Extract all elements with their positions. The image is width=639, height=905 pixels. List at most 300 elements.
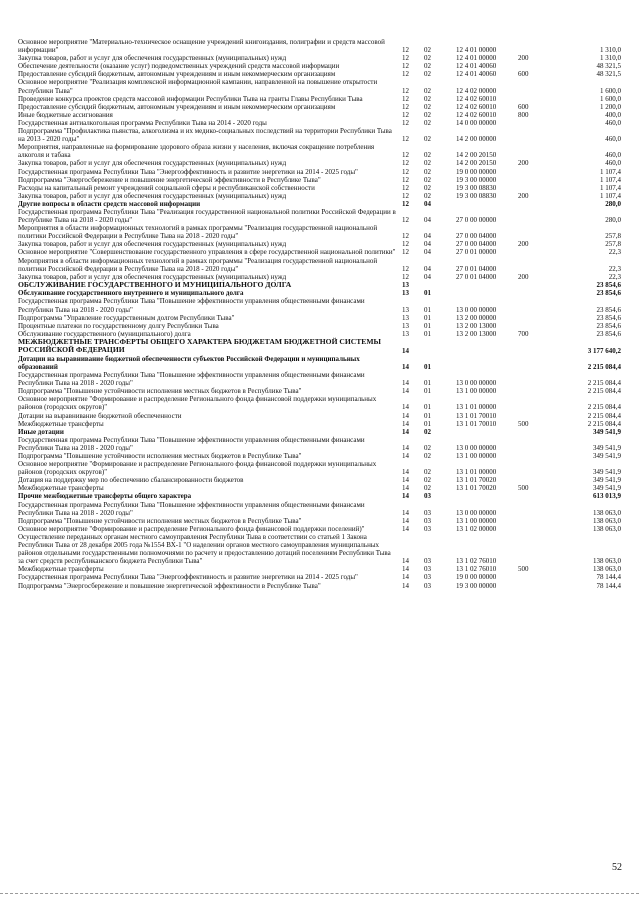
row-name-cell: Закупка товаров, работ и услуг для обеспечения государственных (муниципальных) нужд xyxy=(18,272,287,281)
section-code-cell: 14 xyxy=(402,581,409,590)
amount-cell: 1 107,4 xyxy=(600,167,621,176)
budget-table xyxy=(18,38,621,590)
table-row xyxy=(18,78,621,94)
section-code-cell: 14 xyxy=(402,524,409,533)
target-article-cell: 12 4 02 60010 xyxy=(456,102,497,111)
amount-cell: 349 541,9 xyxy=(593,468,621,477)
target-article-cell: 27 0 00 04000 xyxy=(456,240,497,249)
table-row xyxy=(18,420,621,428)
target-article-cell: 13 2 00 00000 xyxy=(456,313,497,322)
page-number: 52 xyxy=(612,862,622,873)
table-row xyxy=(18,412,621,420)
subsection-code-cell: 03 xyxy=(424,581,431,590)
table-row xyxy=(18,314,621,322)
amount-cell: 78 144,4 xyxy=(596,581,621,590)
section-code-cell: 14 xyxy=(402,346,409,355)
section-code-cell: 14 xyxy=(402,403,409,412)
subsection-code-cell: 02 xyxy=(424,468,431,477)
target-article-cell: 13 1 00 00000 xyxy=(456,387,497,396)
section-code-cell: 12 xyxy=(402,232,409,241)
row-name-cell: Подпрограмма "Профилактика пьянства, алкоголизма и их медико-социальных последствий на территории Республики Тыва на 2013 - 2020 годы" xyxy=(18,127,392,144)
row-name-cell: Основное мероприятие "Формирование и распределение Регионального фонда финансовой поддержки поселений)" xyxy=(18,524,365,533)
table-row xyxy=(18,111,621,119)
section-code-cell: 14 xyxy=(402,362,409,371)
subsection-code-cell: 04 xyxy=(424,272,431,281)
amount-cell: 460,0 xyxy=(605,135,621,144)
amount-cell: 2 215 084,4 xyxy=(587,419,621,428)
amount-cell: 1 107,4 xyxy=(600,175,621,184)
table-row xyxy=(18,573,621,581)
subsection-code-cell: 02 xyxy=(424,54,431,63)
section-code-cell: 12 xyxy=(402,248,409,257)
row-name-cell: Мероприятия в области информационных технологий в рамках программы "Реализация государственной национальной политики Российской Федерации в Республике Тыва на 2018 - 2020 годы" xyxy=(18,256,378,273)
table-row xyxy=(18,387,621,395)
amount-cell: 1 310,0 xyxy=(600,54,621,63)
subsection-code-cell: 04 xyxy=(424,248,431,257)
table-row xyxy=(18,517,621,525)
amount-cell: 138 063,0 xyxy=(593,565,621,574)
subsection-code-cell: 01 xyxy=(424,289,431,298)
amount-cell: 23 854,6 xyxy=(596,305,621,314)
amount-cell: 1 107,4 xyxy=(600,183,621,192)
target-article-cell: 12 4 01 40060 xyxy=(456,70,497,79)
table-row xyxy=(18,119,621,127)
section-code-cell: 14 xyxy=(402,419,409,428)
table-row xyxy=(18,184,621,192)
bottom-divider xyxy=(0,893,639,895)
subsection-code-cell: 02 xyxy=(424,484,431,493)
amount-cell: 138 063,0 xyxy=(593,557,621,566)
section-code-cell: 14 xyxy=(402,516,409,525)
table-row xyxy=(18,501,621,517)
row-name-cell: Обеспечение деятельности (оказание услуг) подведомственных учреждений средств массовой информации xyxy=(18,62,340,71)
subsection-code-cell: 02 xyxy=(424,70,431,79)
row-name-cell: Государственная программа Республики Тыва "Реализация государственной национальной политики Российской Федерации в Республике Тыва на 2018 - 2020 годы" xyxy=(18,207,396,225)
section-code-cell: 14 xyxy=(402,411,409,420)
target-article-cell: 14 2 00 00000 xyxy=(456,135,497,144)
target-article-cell: 12 4 02 60010 xyxy=(456,94,497,103)
amount-cell: 23 854,6 xyxy=(596,281,621,290)
target-article-cell: 12 4 01 40060 xyxy=(456,62,497,71)
row-name-cell: Подпрограмма "Энергосбережение и повышение энергетической эффективности в Республике Тыва" xyxy=(18,175,321,184)
amount-cell: 138 063,0 xyxy=(593,516,621,525)
table-row xyxy=(18,192,621,200)
subsection-code-cell: 03 xyxy=(424,557,431,566)
section-code-cell: 12 xyxy=(402,135,409,144)
row-name-cell: Государственная программа Республики Тыва "Повышение эффективности управления общественными финансами Республики Тыва на 2018 - 2020 годы" xyxy=(18,371,365,388)
table-row xyxy=(18,289,621,297)
subsection-code-cell: 01 xyxy=(424,305,431,314)
section-code-cell: 12 xyxy=(402,151,409,160)
expense-type-cell: 200 xyxy=(518,272,529,281)
target-article-cell: 19 0 00 00000 xyxy=(456,573,497,582)
subsection-code-cell: 03 xyxy=(424,524,431,533)
subsection-code-cell: 01 xyxy=(424,362,431,371)
row-name-cell: Иные бюджетные ассигнования xyxy=(18,110,113,119)
subsection-code-cell: 02 xyxy=(424,476,431,485)
target-article-cell: 19 3 00 08830 xyxy=(456,183,497,192)
table-row xyxy=(18,355,621,371)
amount-cell: 48 321,5 xyxy=(596,62,621,71)
amount-cell: 22,3 xyxy=(608,248,621,257)
amount-cell: 2 215 084,4 xyxy=(587,379,621,388)
row-name-cell: Расходы на капитальный ремонт учреждений социальной сферы и республиканской собственности xyxy=(18,183,315,192)
amount-cell: 23 854,6 xyxy=(596,329,621,338)
amount-cell: 460,0 xyxy=(605,151,621,160)
target-article-cell: 27 0 00 00000 xyxy=(456,216,497,225)
section-code-cell: 12 xyxy=(402,216,409,225)
table-row xyxy=(18,281,621,290)
target-article-cell: 13 1 00 00000 xyxy=(456,516,497,525)
amount-cell: 2 215 084,4 xyxy=(587,411,621,420)
section-code-cell: 14 xyxy=(402,443,409,452)
subsection-code-cell: 01 xyxy=(424,321,431,330)
row-name-cell: Подпрограмма "Повышение устойчивости исполнения местных бюджетов в Республике Тыва" xyxy=(18,387,302,396)
target-article-cell: 13 1 01 70010 xyxy=(456,419,497,428)
expense-type-cell: 500 xyxy=(518,419,529,428)
table-row xyxy=(18,62,621,70)
target-article-cell: 13 0 00 00000 xyxy=(456,305,497,314)
row-name-cell: Подпрограмма "Управление государственным долгом Республики Тыва" xyxy=(18,313,235,322)
row-name-cell: Межбюджетные трансферты xyxy=(18,484,104,493)
subsection-code-cell: 04 xyxy=(424,199,431,208)
section-code-cell: 14 xyxy=(402,484,409,493)
amount-cell: 257,8 xyxy=(605,240,621,249)
subsection-code-cell: 02 xyxy=(424,452,431,460)
section-code-cell: 12 xyxy=(402,183,409,192)
section-code-cell: 12 xyxy=(402,94,409,103)
section-code-cell: 14 xyxy=(402,492,409,501)
section-code-cell: 14 xyxy=(402,508,409,517)
amount-cell: 1 107,4 xyxy=(600,191,621,200)
section-code-cell: 14 xyxy=(402,379,409,388)
table-row xyxy=(18,492,621,500)
amount-cell: 257,8 xyxy=(605,232,621,241)
row-name-cell: Основное мероприятие "Материально-техническое оснащение учреждений книгоиздания, полиграфии и средств массовой информации" xyxy=(18,38,385,55)
section-code-cell: 14 xyxy=(402,452,409,460)
expense-type-cell: 500 xyxy=(518,484,529,493)
section-code-cell: 12 xyxy=(402,264,409,273)
table-row xyxy=(18,484,621,492)
section-code-cell: 12 xyxy=(402,62,409,71)
expense-type-cell: 200 xyxy=(518,159,529,168)
subsection-code-cell: 01 xyxy=(424,329,431,338)
section-code-cell: 14 xyxy=(402,387,409,396)
table-row xyxy=(18,200,621,208)
expense-type-cell: 200 xyxy=(518,240,529,249)
amount-cell: 23 854,6 xyxy=(596,313,621,322)
row-name-cell: Предоставление субсидий бюджетным, автономным учреждениям и иным некоммерческим организациям xyxy=(18,102,336,111)
target-article-cell: 13 0 00 00000 xyxy=(456,443,497,452)
target-article-cell: 14 2 00 20150 xyxy=(456,151,497,160)
target-article-cell: 12 4 02 00000 xyxy=(456,86,497,95)
subsection-code-cell: 01 xyxy=(424,379,431,388)
amount-cell: 78 144,4 xyxy=(596,573,621,582)
amount-cell: 460,0 xyxy=(605,159,621,168)
amount-cell: 349 541,9 xyxy=(593,484,621,493)
table-row xyxy=(18,103,621,111)
subsection-code-cell: 02 xyxy=(424,151,431,160)
row-name-cell: Обслуживание государственного внутреннего и муниципального долга xyxy=(18,289,244,298)
row-name-cell: Государственная программа Республики Тыва "Повышение эффективности управления общественными финансами Республики Тыва на 2018 - 2020 годы" xyxy=(18,297,365,314)
subsection-code-cell: 02 xyxy=(424,183,431,192)
subsection-code-cell: 02 xyxy=(424,427,431,436)
subsection-code-cell: 03 xyxy=(424,508,431,517)
amount-cell: 280,0 xyxy=(605,199,621,208)
subsection-code-cell: 01 xyxy=(424,411,431,420)
amount-cell: 2 215 084,4 xyxy=(587,362,621,371)
section-code-cell: 13 xyxy=(402,305,409,314)
table-row xyxy=(18,525,621,533)
target-article-cell: 13 1 01 00000 xyxy=(456,403,497,412)
amount-cell: 613 013,9 xyxy=(593,492,621,501)
row-name-cell: Государственная программа Республики Тыва "Повышение эффективности управления общественными финансами Республики Тыва на 2018 - 2020 годы" xyxy=(18,435,365,452)
target-article-cell: 13 0 00 00000 xyxy=(456,379,497,388)
table-row xyxy=(18,208,621,224)
amount-cell: 3 177 640,2 xyxy=(587,346,621,355)
row-name-cell: Государственная программа Республики Тыва "Энергоэффективность и развитие энергетики на 2014 - 2025 годы" xyxy=(18,573,358,582)
section-code-cell: 13 xyxy=(402,329,409,338)
amount-cell: 138 063,0 xyxy=(593,508,621,517)
row-name-cell: Прочие межбюджетные трансферты общего характера xyxy=(18,492,192,501)
row-name-cell: Дотации на выравнивание бюджетной обеспеченности xyxy=(18,411,182,420)
section-code-cell: 12 xyxy=(402,199,409,208)
row-name-cell: Государственная программа Республики Тыва "Повышение эффективности управления общественными финансами Республики Тыва на 2018 - 2020 годы" xyxy=(18,500,365,517)
amount-cell: 400,0 xyxy=(605,110,621,119)
table-row xyxy=(18,371,621,387)
amount-cell: 23 854,6 xyxy=(596,289,621,298)
subsection-code-cell: 02 xyxy=(424,118,431,127)
amount-cell: 460,0 xyxy=(605,118,621,127)
row-name-cell: Мероприятия в области информационных технологий в рамках программы "Реализация государственной национальной политики Российской Федерации в Республике Тыва на 2018 - 2020 годы" xyxy=(18,224,378,241)
subsection-code-cell: 02 xyxy=(424,102,431,111)
row-name-cell: Основное мероприятие "Реализация комплексной информационной кампании, направленной на повышение открытости Республики Тыва" xyxy=(18,78,378,95)
subsection-code-cell: 02 xyxy=(424,191,431,200)
amount-cell: 1 600,0 xyxy=(600,86,621,95)
row-name-cell: Основное мероприятие "Совершенствование государственного управления в сфере государственной национальной политики" xyxy=(18,248,396,257)
target-article-cell: 13 1 02 76010 xyxy=(456,557,497,566)
subsection-code-cell: 02 xyxy=(424,175,431,184)
table-row xyxy=(18,582,621,590)
expense-type-cell: 700 xyxy=(518,329,529,338)
table-row xyxy=(18,224,621,240)
section-code-cell: 14 xyxy=(402,427,409,436)
table-row xyxy=(18,95,621,103)
subsection-code-cell: 03 xyxy=(424,573,431,582)
table-row xyxy=(18,476,621,484)
table-row xyxy=(18,54,621,62)
row-name-cell: Подпрограмма "Энергосбережение и повышение энергетической эффективности в Республике Тыва" xyxy=(18,581,321,590)
target-article-cell: 27 0 00 04000 xyxy=(456,232,497,241)
subsection-code-cell: 01 xyxy=(424,419,431,428)
table-row xyxy=(18,322,621,330)
row-name-cell: Другие вопросы в области средств массовой информации xyxy=(18,199,201,208)
expense-type-cell: 800 xyxy=(518,110,529,119)
table-row xyxy=(18,452,621,460)
target-article-cell: 13 2 00 13000 xyxy=(456,321,497,330)
target-article-cell: 12 4 01 00000 xyxy=(456,46,497,55)
target-article-cell: 27 0 01 04000 xyxy=(456,272,497,281)
row-name-cell: Подпрограмма "Повышение устойчивости исполнения местных бюджетов в Республике Тыва" xyxy=(18,452,302,460)
subsection-code-cell: 01 xyxy=(424,387,431,396)
row-name-cell: МЕЖБЮДЖЕТНЫЕ ТРАНСФЕРТЫ ОБЩЕГО ХАРАКТЕРА БЮДЖЕТАМ БЮДЖЕТНОЙ СИСТЕМЫ РОССИЙСКОЙ ФЕДЕРАЦИИ xyxy=(18,336,381,355)
table-row xyxy=(18,248,621,256)
row-name-cell: Обслуживание государственного (муниципального) долга xyxy=(18,329,191,338)
amount-cell: 48 321,5 xyxy=(596,70,621,79)
subsection-code-cell: 02 xyxy=(424,86,431,95)
target-article-cell: 12 4 02 60010 xyxy=(456,110,497,119)
expense-type-cell: 600 xyxy=(518,102,529,111)
section-code-cell: 12 xyxy=(402,272,409,281)
table-row xyxy=(18,70,621,78)
row-name-cell: Основное мероприятие "Формирование и распределение Регионального фонда финансовой поддержки муниципальных районов (городских округов)" xyxy=(18,395,377,412)
row-name-cell: ОБСЛУЖИВАНИЕ ГОСУДАРСТВЕННОГО И МУНИЦИПАЛЬНОГО ДОЛГА xyxy=(18,279,292,289)
subsection-code-cell: 02 xyxy=(424,159,431,168)
subsection-code-cell: 02 xyxy=(424,94,431,103)
table-row xyxy=(18,565,621,573)
row-name-cell: Межбюджетные трансферты xyxy=(18,565,104,574)
row-name-cell: Государственная программа Республики Тыва "Энергоэффективность и развитие энергетики на 2014 - 2025 годы" xyxy=(18,167,358,176)
section-code-cell: 12 xyxy=(402,175,409,184)
target-article-cell: 19 0 00 00000 xyxy=(456,167,497,176)
section-code-cell: 12 xyxy=(402,86,409,95)
table-row xyxy=(18,395,621,411)
section-code-cell: 14 xyxy=(402,557,409,566)
target-article-cell: 14 0 00 00000 xyxy=(456,118,497,127)
row-name-cell: Процентные платежи по государственному долгу Республики Тыва xyxy=(18,321,219,330)
section-code-cell: 12 xyxy=(402,167,409,176)
section-code-cell: 12 xyxy=(402,110,409,119)
target-article-cell: 13 1 02 76010 xyxy=(456,565,497,574)
section-code-cell: 12 xyxy=(402,54,409,63)
amount-cell: 349 541,9 xyxy=(593,476,621,485)
target-article-cell: 19 3 00 00000 xyxy=(456,175,497,184)
amount-cell: 138 063,0 xyxy=(593,524,621,533)
table-row xyxy=(18,127,621,143)
row-name-cell: Закупка товаров, работ и услуг для обеспечения государственных (муниципальных) нужд xyxy=(18,191,287,200)
section-code-cell: 12 xyxy=(402,118,409,127)
section-code-cell: 12 xyxy=(402,102,409,111)
expense-type-cell: 200 xyxy=(518,54,529,63)
target-article-cell: 13 1 00 00000 xyxy=(456,452,497,460)
section-code-cell: 13 xyxy=(402,321,409,330)
row-name-cell: Проведение конкурса проектов средств массовой информации Республики Тыва на гранты Главы Республики Тыва xyxy=(18,94,363,103)
amount-cell: 1 600,0 xyxy=(600,94,621,103)
target-article-cell: 13 1 01 70020 xyxy=(456,484,497,493)
row-name-cell: Дотации на выравнивание бюджетной обеспеченности субъектов Российской Федерации и муниципальных образований xyxy=(18,354,360,371)
table-row xyxy=(18,176,621,184)
table-row xyxy=(18,428,621,436)
table-row xyxy=(18,533,621,565)
row-name-cell: Дотация на поддержку мер по обеспечению сбалансированности бюджетов xyxy=(18,476,244,485)
table-row xyxy=(18,460,621,476)
subsection-code-cell: 03 xyxy=(424,565,431,574)
section-code-cell: 13 xyxy=(402,289,409,298)
target-article-cell: 13 0 00 00000 xyxy=(456,508,497,517)
subsection-code-cell: 02 xyxy=(424,167,431,176)
subsection-code-cell: 04 xyxy=(424,240,431,249)
target-article-cell: 27 0 01 00000 xyxy=(456,248,497,257)
table-row xyxy=(18,168,621,176)
section-code-cell: 12 xyxy=(402,159,409,168)
row-name-cell: Подпрограмма "Повышение устойчивости исполнения местных бюджетов в Республике Тыва" xyxy=(18,516,302,525)
amount-cell: 349 541,9 xyxy=(593,443,621,452)
subsection-code-cell: 02 xyxy=(424,46,431,55)
expense-type-cell: 500 xyxy=(518,565,529,574)
section-code-cell: 12 xyxy=(402,70,409,79)
section-code-cell: 14 xyxy=(402,573,409,582)
subsection-code-cell: 02 xyxy=(424,62,431,71)
amount-cell: 1 310,0 xyxy=(600,46,621,55)
subsection-code-cell: 04 xyxy=(424,264,431,273)
table-row xyxy=(18,240,621,248)
amount-cell: 349 541,9 xyxy=(593,452,621,460)
table-row xyxy=(18,38,621,54)
row-name-cell: Иные дотации xyxy=(18,427,64,436)
amount-cell: 22,3 xyxy=(608,264,621,273)
amount-cell: 23 854,6 xyxy=(596,321,621,330)
amount-cell: 2 215 084,4 xyxy=(587,403,621,412)
section-code-cell: 14 xyxy=(402,476,409,485)
target-article-cell: 13 1 01 00000 xyxy=(456,468,497,477)
table-row xyxy=(18,143,621,159)
target-article-cell: 13 1 01 70010 xyxy=(456,411,497,420)
expense-type-cell: 200 xyxy=(518,191,529,200)
row-name-cell: Государственная антиалкогольная программа Республики Тыва на 2014 - 2020 годы xyxy=(18,118,267,127)
section-code-cell: 12 xyxy=(402,46,409,55)
section-code-cell: 14 xyxy=(402,468,409,477)
expense-type-cell: 600 xyxy=(518,70,529,79)
subsection-code-cell: 01 xyxy=(424,313,431,322)
subsection-code-cell: 03 xyxy=(424,516,431,525)
amount-cell: 280,0 xyxy=(605,216,621,225)
target-article-cell: 13 1 01 70020 xyxy=(456,476,497,485)
subsection-code-cell: 04 xyxy=(424,216,431,225)
table-row xyxy=(18,338,621,355)
subsection-code-cell: 02 xyxy=(424,443,431,452)
subsection-code-cell: 02 xyxy=(424,135,431,144)
table-row xyxy=(18,297,621,313)
row-name-cell: Закупка товаров, работ и услуг для обеспечения государственных (муниципальных) нужд xyxy=(18,240,287,249)
amount-cell: 349 541,9 xyxy=(593,427,621,436)
amount-cell: 2 215 084,4 xyxy=(587,387,621,396)
subsection-code-cell: 03 xyxy=(424,492,431,501)
target-article-cell: 13 1 02 00000 xyxy=(456,524,497,533)
row-name-cell: Мероприятия, направленные на формирование здорового образа жизни у населения, включая сокращение потребления алкоголя и табака xyxy=(18,143,375,160)
subsection-code-cell: 02 xyxy=(424,110,431,119)
target-article-cell: 19 3 00 00000 xyxy=(456,581,497,590)
row-name-cell: Межбюджетные трансферты xyxy=(18,419,104,428)
table-row xyxy=(18,257,621,273)
section-code-cell: 12 xyxy=(402,191,409,200)
section-code-cell: 12 xyxy=(402,240,409,249)
table-row xyxy=(18,436,621,452)
target-article-cell: 19 3 00 08830 xyxy=(456,191,497,200)
section-code-cell: 14 xyxy=(402,565,409,574)
target-article-cell: 14 2 00 20150 xyxy=(456,159,497,168)
target-article-cell: 13 2 00 13000 xyxy=(456,329,497,338)
row-name-cell: Основное мероприятие "Формирование и распределение Регионального фонда финансовой поддержки муниципальных районов (городских округов)" xyxy=(18,460,377,477)
subsection-code-cell: 01 xyxy=(424,403,431,412)
section-code-cell: 13 xyxy=(402,281,409,290)
table-row xyxy=(18,159,621,167)
target-article-cell: 12 4 01 00000 xyxy=(456,54,497,63)
target-article-cell: 27 0 01 04000 xyxy=(456,264,497,273)
row-name-cell: Закупка товаров, работ и услуг для обеспечения государственных (муниципальных) нужд xyxy=(18,54,287,63)
amount-cell: 22,3 xyxy=(608,272,621,281)
section-code-cell: 13 xyxy=(402,313,409,322)
row-name-cell: Закупка товаров, работ и услуг для обеспечения государственных (муниципальных) нужд xyxy=(18,159,287,168)
